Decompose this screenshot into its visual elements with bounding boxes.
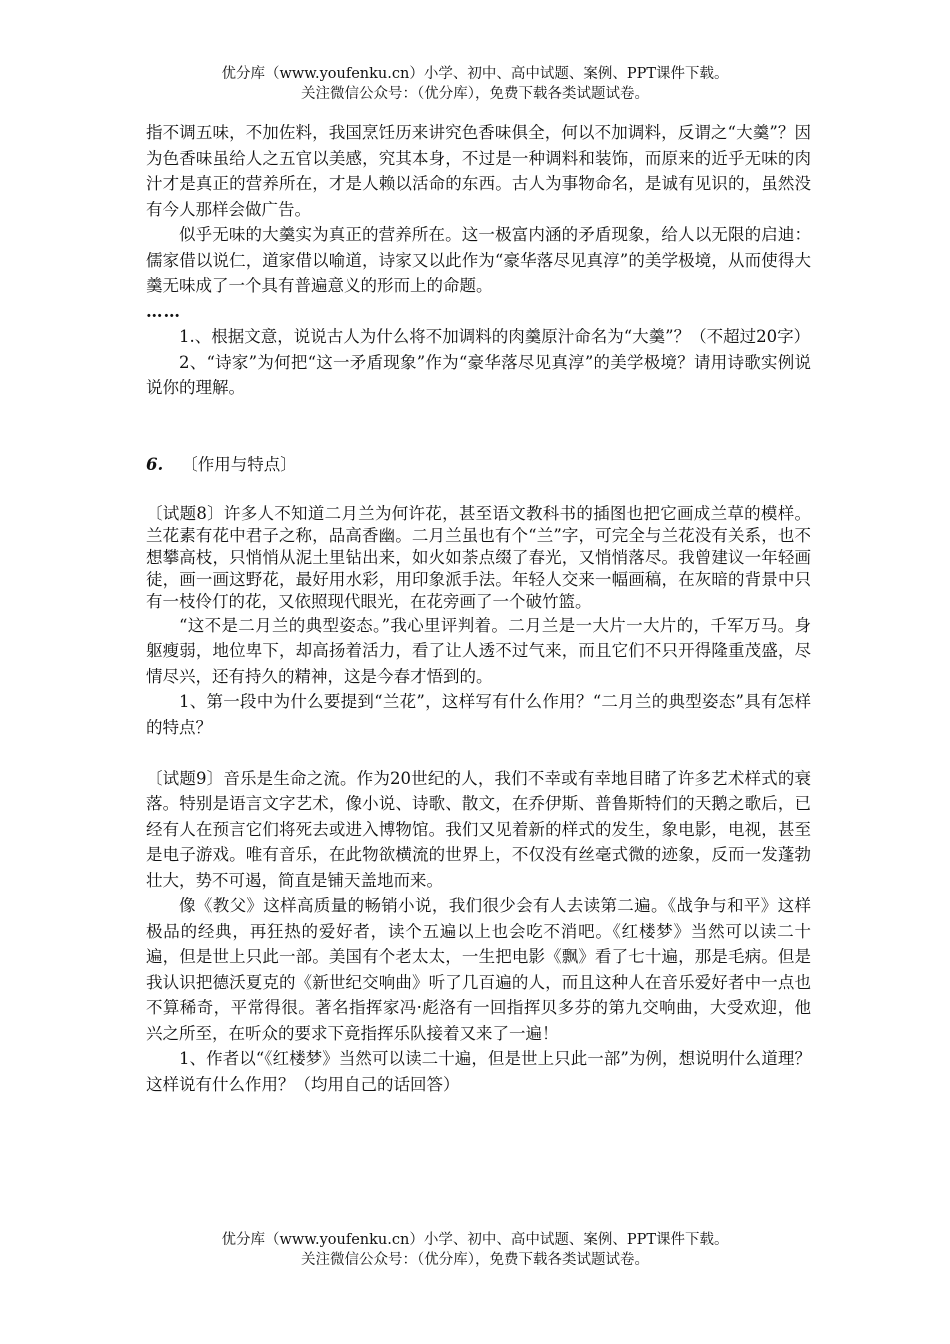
test8-paragraph-2: “这不是二月兰的典型姿态。”我心里评判着。二月兰是一大片一大片的，千军万马。身躯瘦弱，地位卑下，却高扬着活力，看了让人透不过气来，而且它们不只开得隆重茂盛，尽情尽兴，还有持久的精神，这是今春才悟到的。 (146, 615, 811, 686)
page-header (0, 64, 950, 104)
page-footer (0, 1230, 950, 1270)
section-6-heading (146, 452, 811, 478)
test9-paragraph-2: 像《教父》这样高质量的畅销小说，我们很少会有人去读第二遍。《战争与和平》这样极品的经典，再狂热的爱好者，读个五遍以上也会吃不消吧。《红楼梦》当然可以读二十遍，但是世上只此一部。美国有个老太太，一生把电影《飘》看了七十遍，那是毛病。但是我认识把德沃夏克的《新世纪交响曲》听了几百遍的人，而且这种人在音乐爱好者中一点也不算稀奇，平常得很。著名指挥家冯·彪洛有一回指挥贝多芬的第九交响曲，大受欢迎，他兴之所至，在听众的要求下竟指挥乐队接着又来了一遍！ (146, 896, 811, 1043)
passage1-paragraph-2: 似乎无味的大羹实为真正的营养所在。这一极富内涵的矛盾现象，给人以无限的启迪：儒家借以说仁，道家借以喻道，诗家又以此作为“豪华落尽见真淳”的美学极境，从而使得大羹无味成了一个具有普遍意义的形而上的命题。 (146, 225, 811, 295)
test8-question-1: 1、第一段中为什么要提到“兰花”，这样写有什么作用？“二月兰的典型姿态”具有怎样的特点？ (146, 692, 811, 737)
test9-question-1: 1、作者以“《红楼梦》当然可以读二十遍，但是世上只此一部”为例，想说明什么道理？这样说有什么作用？（均用自己的话回答） (146, 1049, 811, 1094)
passage1-question-1: 1.、根据文意，说说古人为什么将不加调料的肉羹原汁命名为“大羹”？（不超过20字） (179, 327, 811, 346)
section-6-title: 〔作用与特点〕 (181, 454, 297, 474)
passage1-question-2: 2、“诗家”为何把“这一矛盾现象”作为“豪华落尽见真淳”的美学极境？请用诗歌实例说说你的理解。 (146, 352, 811, 397)
section-6-number: 6. (146, 454, 164, 474)
header-line-2: 关注微信公众号：（优分库），免费下载各类试题试卷。 (301, 86, 649, 102)
header-line-1: 优分库（www.youfenku.cn）小学、初中、高中试题、案例、PPT课件下载。 (221, 66, 729, 82)
footer-line-1: 优分库（www.youfenku.cn）小学、初中、高中试题、案例、PPT课件下载。 (221, 1232, 729, 1248)
passage1-paragraph-1: 指不调五味，不加佐料，我国烹饪历来讲究色香味俱全，何以不加调料，反谓之“大羹”？因为色香味虽给人之五官以美感，究其本身，不过是一种调料和装饰，而原来的近乎无味的肉汁才是真正的营养所在，才是人赖以活命的东西。古人为事物命名，是诚有见识的，虽然没有今人那样会做广告。 (146, 123, 811, 219)
test9-paragraph-1: 〔试题9〕音乐是生命之流。作为20世纪的人，我们不幸或有幸地目睹了许多艺术样式的衰落。特别是语言文字艺术，像小说、诗歌、散文，在乔伊斯、普鲁斯特们的天鹅之歌后，已经有人在预言它们将死去或进入博物馆。我们又见着新的样式的发生，象电影，电视，甚至是电子游戏。唯有音乐，在此物欲横流的世界上，不仅没有丝毫式微的迹象，反而一发蓬勃壮大，势不可遏，简直是铺天盖地而来。 (146, 768, 811, 890)
footer-line-2: 关注微信公众号：（优分库），免费下载各类试题试卷。 (301, 1252, 649, 1268)
test8-paragraph-1: 〔试题8〕许多人不知道二月兰为何许花，甚至语文教科书的插图也把它画成兰草的模样。兰花素有花中君子之称，品高香幽。二月兰虽也有个“兰”字，可完全与兰花没有关系，也不想攀高枝，只悄悄从泥土里钻出来，如火如荼点缀了春光，又悄悄落尽。我曾建议一年轻画徒，画一画这野花，最好用水彩，用印象派手法。年轻人交来一幅画稿，在灰暗的背景中只有一枝伶仃的花，又依照现代眼光，在花旁画了一个破竹篮。 (146, 503, 811, 611)
passage1-ellipsis: …… (146, 301, 181, 321)
document-body (146, 120, 811, 1097)
